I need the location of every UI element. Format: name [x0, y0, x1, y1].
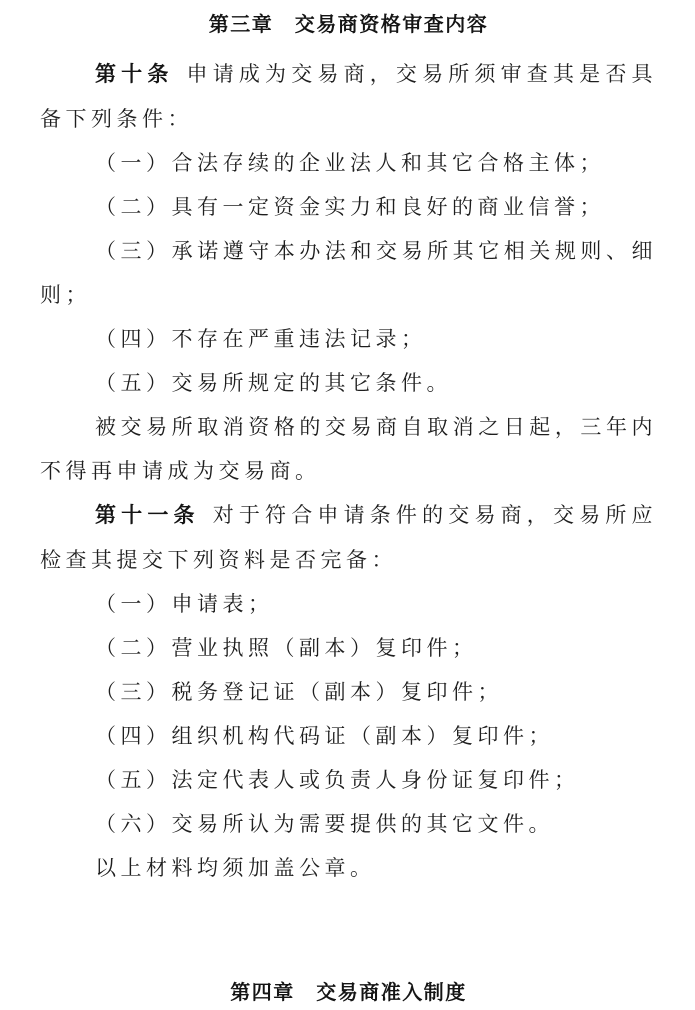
article-11-paragraph — [40, 493, 657, 582]
article-10-paragraph — [40, 52, 657, 141]
article-10-item-3: （三）承诺遵守本办法和交易所其它相关规则、细则； — [40, 239, 657, 307]
article-11-label: 第十一条 — [95, 504, 200, 527]
article-11-text: 对于符合申请条件的交易商，交易所应检查其提交下列资料是否完备： — [40, 503, 658, 572]
revoke-paragraph: 被交易所取消资格的交易商自取消之日起，三年内不得再申请成为交易商。 — [40, 415, 657, 483]
chapter-4-heading: 第四章 交易商准入制度 — [230, 982, 467, 1004]
article-11-item-1: （一）申请表； — [95, 592, 274, 616]
article-11-item-4: （四）组织机构代码证（副本）复印件； — [95, 724, 554, 748]
document-body — [40, 52, 657, 890]
article-10-label: 第十条 — [95, 63, 174, 86]
article-11-item-5: （五）法定代表人或负责人身份证复印件； — [95, 768, 580, 792]
article-10-text: 申请成为交易商，交易所须审查其是否具备下列条件： — [40, 62, 658, 131]
seal-note: 以上材料均须加盖公章。 — [95, 856, 376, 880]
article-11-item-6: （六）交易所认为需要提供的其它文件。 — [95, 812, 554, 836]
article-10-item-4: （四）不存在严重违法记录； — [95, 327, 427, 351]
article-10-item-5: （五）交易所规定的其它条件。 — [95, 371, 452, 395]
article-10-item-1: （一）合法存续的企业法人和其它合格主体； — [95, 151, 605, 175]
article-10-item-2: （二）具有一定资金实力和良好的商业信誉； — [95, 195, 605, 219]
article-11-item-2: （二）营业执照（副本）复印件； — [95, 636, 478, 660]
chapter-3-heading: 第三章 交易商资格审查内容 — [208, 14, 489, 36]
article-11-item-3: （三）税务登记证（副本）复印件； — [95, 680, 503, 704]
